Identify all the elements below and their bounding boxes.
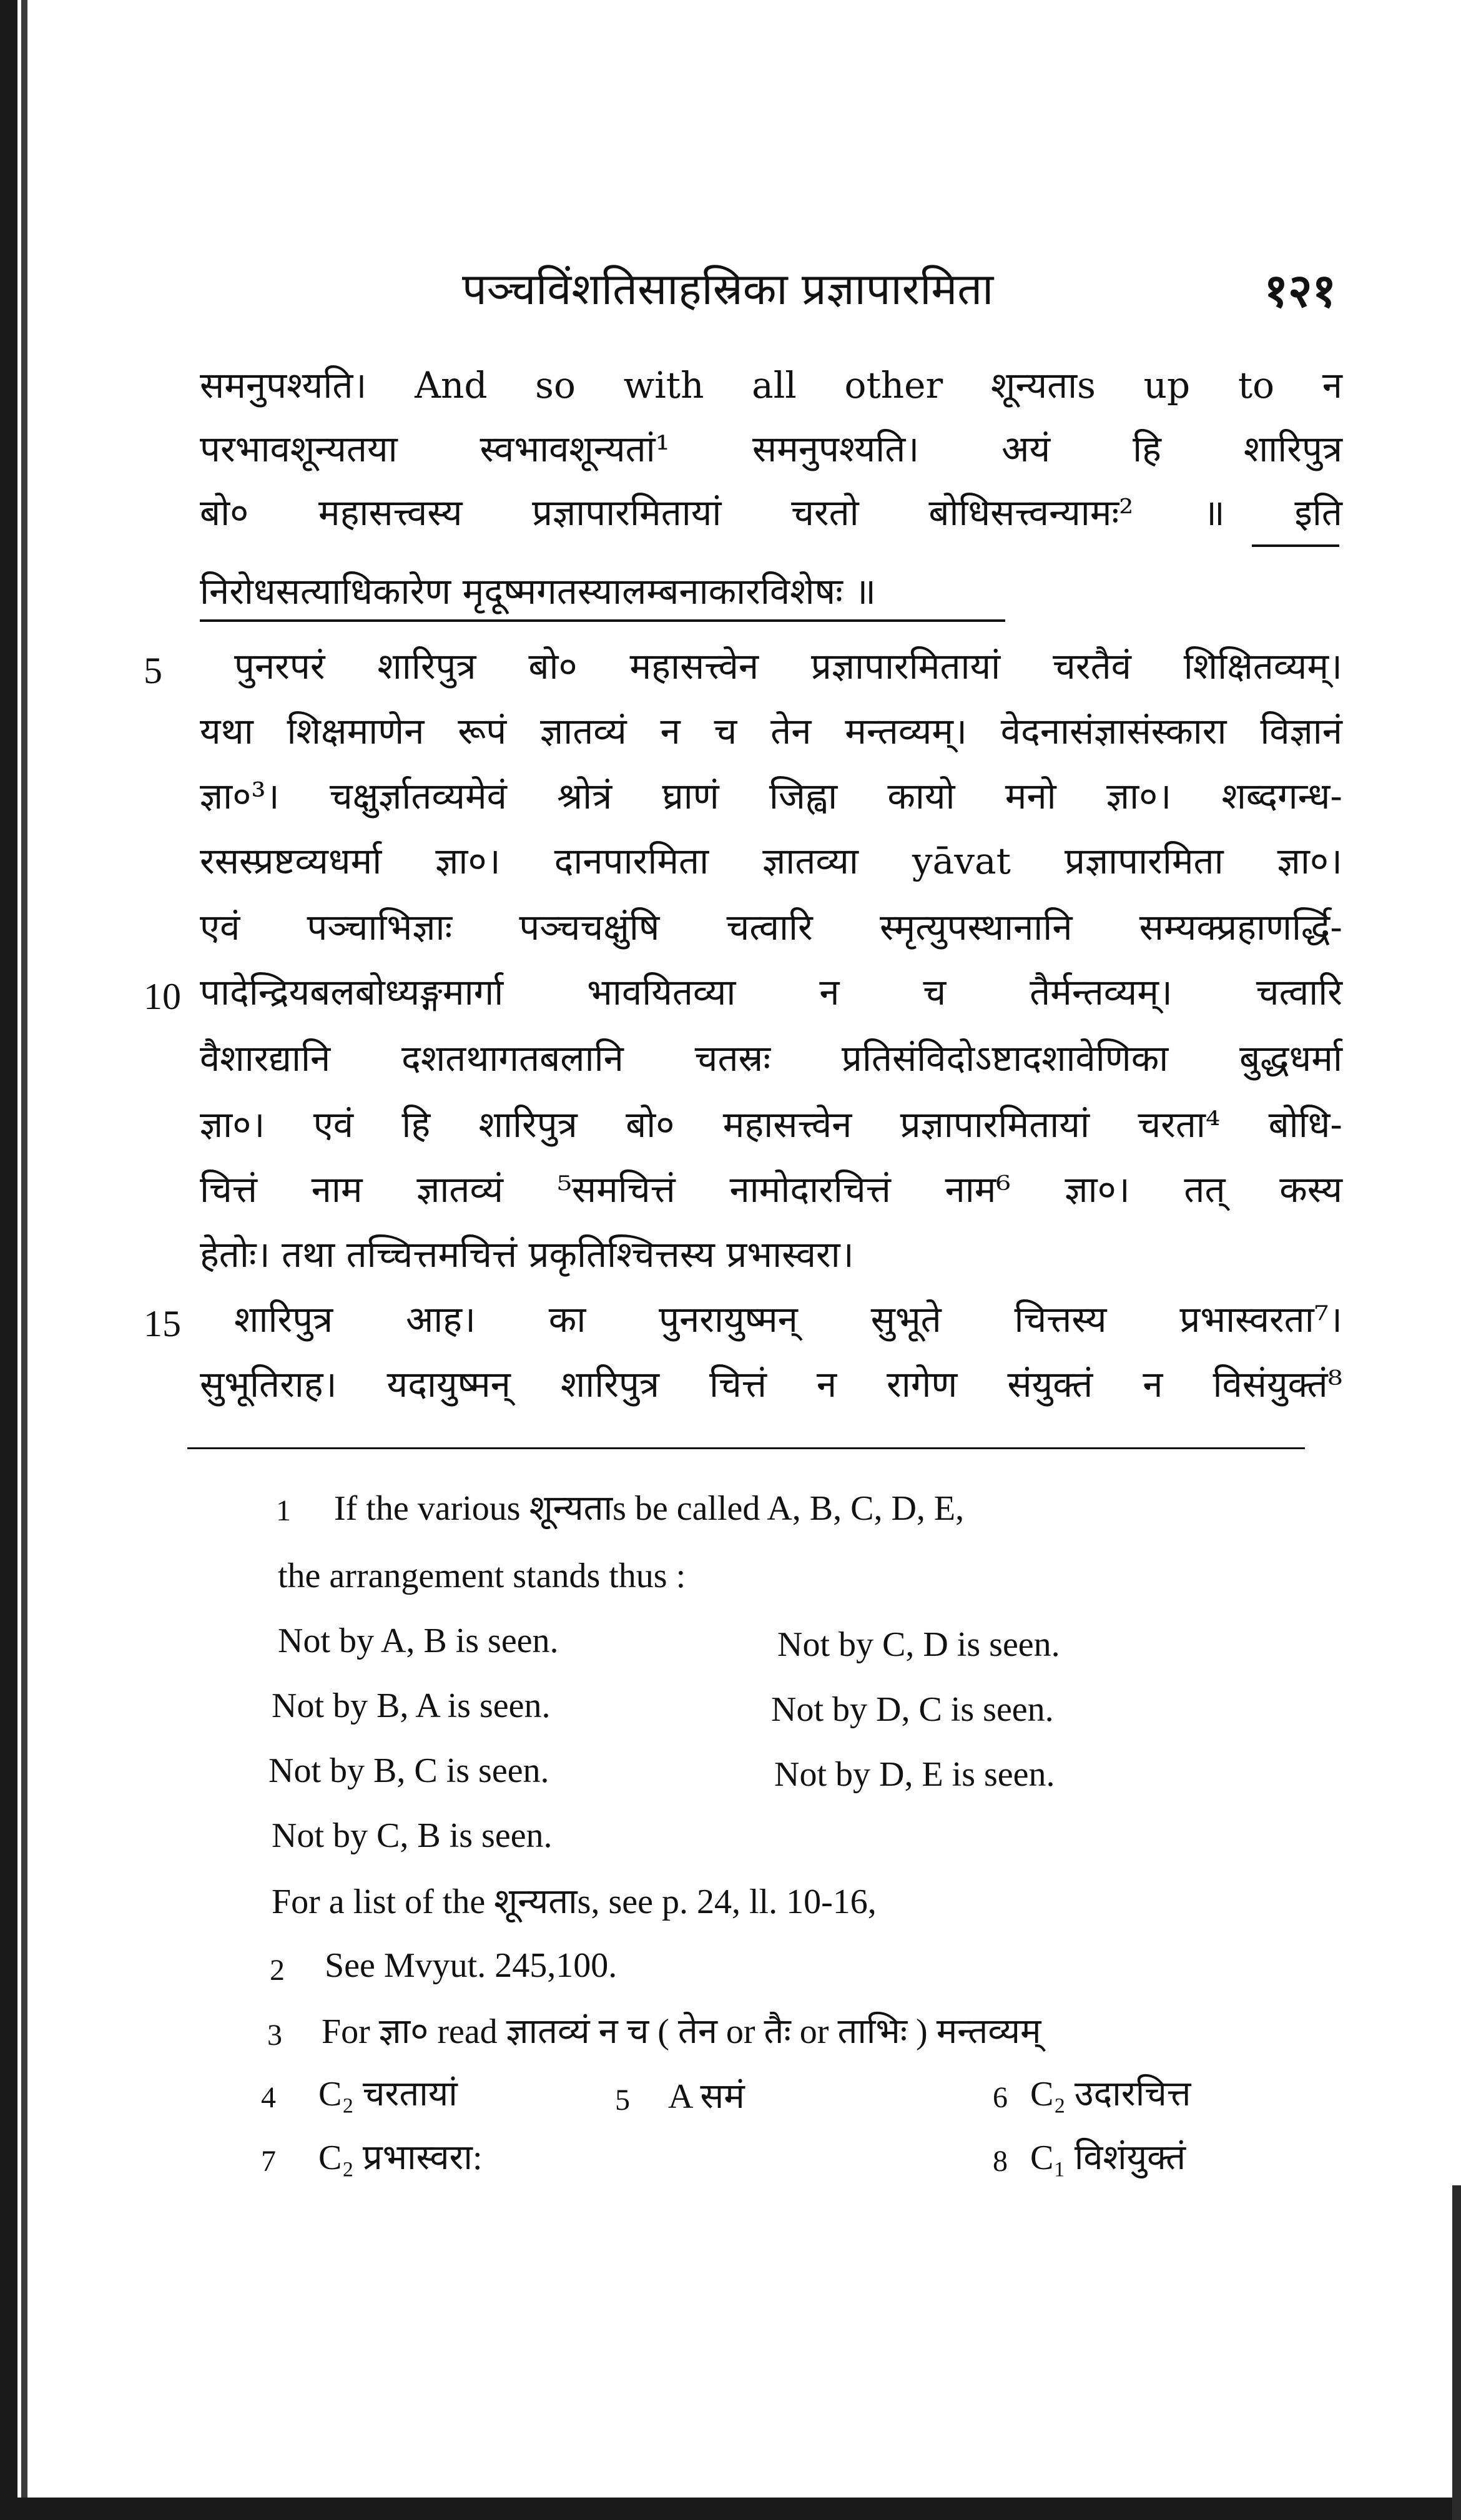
text-line-16: सुभूतिराह। यदायुष्मन् शारिपुत्र चित्तं न रागेण संयुक्तं न विसंयुक्तं⁸ bbox=[200, 1363, 1342, 1405]
text-line-2: परभावशून्यतया स्वभावशून्यतां¹ समनुपश्यति। अयं हि शारिपुत्र bbox=[200, 428, 1342, 470]
footnote-table-cell: Not by B, C is seen. bbox=[268, 1751, 549, 1790]
text-line-10: पादेन्द्रियबलबोध्यङ्गमार्गा भावयितव्या न च तैर्मन्तव्यम्। चत्वारि bbox=[200, 971, 1342, 1013]
footnote-table-cell: Not by A, B is seen. bbox=[278, 1622, 559, 1660]
text-line-14: हेतोः। तथा तच्चित्तमचित्तं प्रकृतिश्चित्तस्य प्रभास्वरा। bbox=[200, 1233, 854, 1276]
page-number: १२१ bbox=[1264, 264, 1336, 318]
footnote-1-line-a: If the various शून्यताs be called A, B, C, D, E, bbox=[334, 1489, 965, 1528]
text-line-1: समनुपश्यति। And so with all other शून्यताs up to न bbox=[200, 364, 1342, 406]
footnote-rule bbox=[187, 1447, 1305, 1449]
footnote-number-8: 8 bbox=[993, 2145, 1008, 2178]
footnote-4: C₂ चरतायां bbox=[318, 2075, 458, 2114]
text-line-13: चित्तं नाम ज्ञातव्यं ⁵समचित्तं नामोदारचित्तं नाम⁶ ज्ञा०। तत् कस्य bbox=[200, 1168, 1342, 1211]
footnote-number-7: 7 bbox=[261, 2145, 276, 2178]
footnote-6: C₂ उदारचित्त bbox=[1030, 2075, 1191, 2114]
text-line-5: पुनरपरं शारिपुत्र बो० महासत्त्वेन प्रज्ञापारमितायां चरतैवं शिक्षितव्यम्। bbox=[234, 645, 1342, 687]
text-line-12: ज्ञा०। एवं हि शारिपुत्र बो० महासत्त्वेन प्रज्ञापारमितायां चरता⁴ बोधि- bbox=[200, 1103, 1342, 1146]
footnote-table-cell: Not by B, A is seen. bbox=[272, 1686, 551, 1725]
scan-edge-right bbox=[1452, 2185, 1461, 2520]
footnote-number-3: 3 bbox=[267, 2019, 282, 2052]
footnote-2: See Mvyut. 245,100. bbox=[325, 1946, 617, 1985]
text-line-7: ज्ञा०³। चक्षुर्ज्ञातव्यमेवं श्रोत्रं घ्राणं जिह्वा कायो मनो ज्ञा०। शब्दगन्ध- bbox=[200, 775, 1342, 817]
text-line-15: शारिपुत्र आह। का पुनरायुष्मन् सुभूते चित्तस्य प्रभास्वरता⁷। bbox=[234, 1298, 1342, 1341]
footnote-table-cell: Not by C, B is seen. bbox=[272, 1816, 553, 1855]
footnote-number-2: 2 bbox=[270, 1954, 285, 1987]
footnote-number-5: 5 bbox=[615, 2084, 630, 2117]
scan-edge-bottom bbox=[0, 2498, 1461, 2520]
underline-iti bbox=[1252, 544, 1339, 547]
footnote-table-cell: Not by D, E is seen. bbox=[774, 1755, 1055, 1794]
scan-edge-left bbox=[0, 0, 17, 2520]
line-number-5: 5 bbox=[144, 650, 162, 691]
footnote-1-line-c: For a list of the शून्यताs, see p. 24, ll. 10-16, bbox=[272, 1883, 877, 1921]
line-number-10: 10 bbox=[144, 976, 181, 1017]
text-line-3: बो० महासत्त्वस्य प्रज्ञापारमितायां चरतो बोधिसत्त्वन्यामः² ॥ इति bbox=[200, 491, 1342, 534]
text-line-6: यथा शिक्षमाणेन रूपं ज्ञातव्यं न च तेन मन्तव्यम्। वेदनासंज्ञासंस्कारा विज्ञानं bbox=[200, 710, 1342, 752]
line-number-15: 15 bbox=[144, 1303, 181, 1344]
footnote-table-cell: Not by D, C is seen. bbox=[771, 1690, 1054, 1729]
text-line-9: एवं पञ्चाभिज्ञाः पञ्चचक्षुंषि चत्वारि स्मृत्युपस्थानानि सम्यक्प्रहाणर्द्धि- bbox=[200, 906, 1342, 948]
footnote-8: C₁ विशंयुक्तं bbox=[1030, 2139, 1186, 2177]
footnote-number-1: 1 bbox=[276, 1494, 291, 1527]
footnote-number-4: 4 bbox=[261, 2081, 276, 2114]
footnote-1-line-b: the arrangement stands thus : bbox=[278, 1557, 686, 1595]
footnote-3: For ज्ञा० read ज्ञातव्यं न च ( तेन or तैः or ताभिः ) मन्तव्यम् bbox=[322, 2012, 1041, 2051]
text-line-8: रसस्प्रष्टव्यधर्मा ज्ञा०। दानपारमिता ज्ञातव्या yāvat प्रज्ञापारमिता ज्ञा०। bbox=[200, 840, 1342, 882]
footnote-7: C₂ प्रभास्वरा: bbox=[318, 2139, 483, 2177]
footnote-number-6: 6 bbox=[993, 2081, 1008, 2114]
scan-edge-left-inner bbox=[21, 0, 27, 2520]
underline-section-title bbox=[200, 619, 1005, 622]
text-line-4: निरोधसत्याधिकारेण मृदूष्मगतस्यालम्बनाकारविशेषः ॥ bbox=[200, 570, 877, 613]
footnote-5: A समं bbox=[668, 2077, 745, 2116]
text-line-11: वैशारद्यानि दशतथागतबलानि चतस्रः प्रतिसंविदोऽष्टादशावेणिका बुद्धधर्मा bbox=[200, 1037, 1342, 1080]
running-title: पञ्चविंशतिसाहस्रिका प्रज्ञापारमिता bbox=[462, 263, 994, 315]
footnote-table-cell: Not by C, D is seen. bbox=[777, 1625, 1060, 1664]
